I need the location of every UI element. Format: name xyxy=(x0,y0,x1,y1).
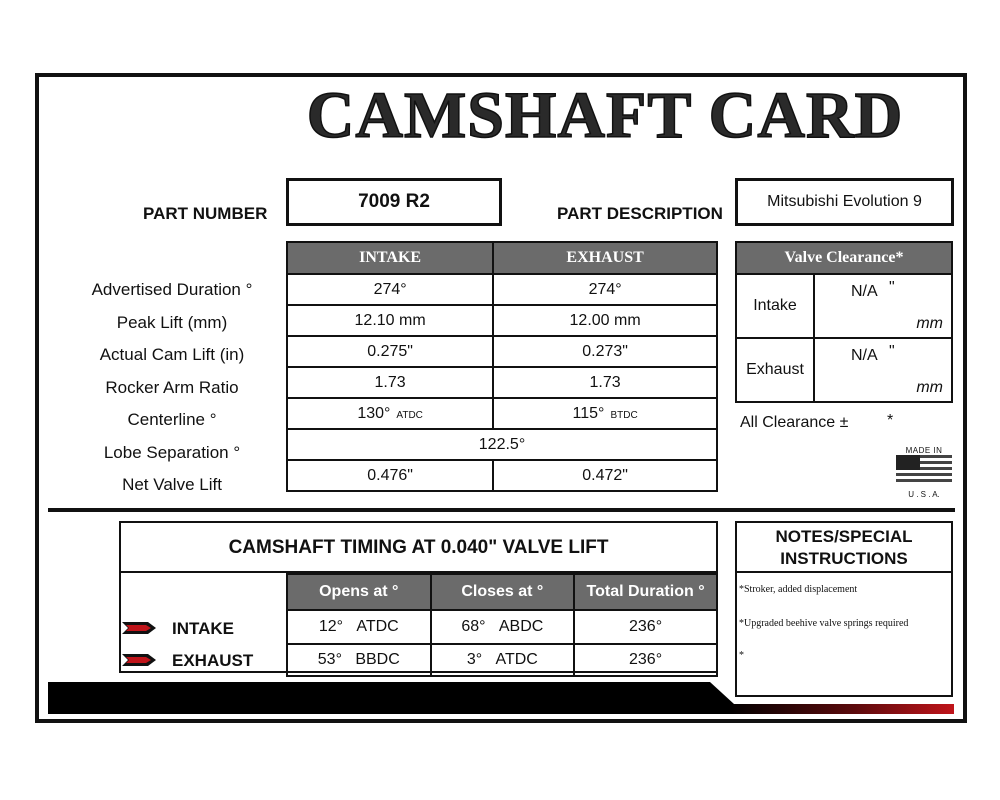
bottom-accent-bar xyxy=(48,682,954,714)
all-clearance-label: All Clearance ± xyxy=(740,414,849,431)
part-description-value: Mitsubishi Evolution 9 xyxy=(767,193,922,210)
centerline-intake-value: 130° xyxy=(357,404,391,422)
part-number-box xyxy=(286,178,502,226)
valve-clearance-intake-mark: " xyxy=(889,279,895,296)
valve-clearance-intake-cell xyxy=(814,274,952,338)
timing-label-intake: INTAKE xyxy=(172,619,235,638)
spec-cell: 0.273" xyxy=(493,336,717,367)
centerline-intake-suffix: ATDC xyxy=(396,409,423,421)
timing-header-total: Total Duration ° xyxy=(574,574,717,610)
valve-clearance-intake-value: N/A xyxy=(851,283,878,300)
exhaust-arrow-icon xyxy=(122,653,156,667)
timing-title: CAMSHAFT TIMING AT 0.040" VALVE LIFT xyxy=(121,523,716,573)
spec-label-rocker-arm-ratio: Rocker Arm Ratio xyxy=(105,377,239,397)
spec-cell: 0.275" xyxy=(287,336,493,367)
note-line: *Stroker, added displacement xyxy=(739,584,858,595)
spec-header-exhaust: EXHAUST xyxy=(493,242,717,274)
timing-cell-intake-opens: 12° ATDC xyxy=(287,610,431,644)
spec-row-labels xyxy=(62,274,282,502)
spec-cell: 274° xyxy=(287,274,493,305)
spec-header-intake: INTAKE xyxy=(287,242,493,274)
centerline-exhaust-value: 115° xyxy=(572,404,605,422)
timing-table xyxy=(286,573,718,677)
valve-clearance-exhaust-value: N/A xyxy=(851,347,878,364)
spec-cell: 12.10 mm xyxy=(287,305,493,336)
timing-header-opens: Opens at ° xyxy=(287,574,431,610)
notes-title-line1: NOTES/SPECIAL xyxy=(775,527,913,546)
spec-cell-centerline-intake xyxy=(287,398,493,429)
notes-title-line2: INSTRUCTIONS xyxy=(780,549,908,568)
spec-label-advertised-duration: Advertised Duration ° xyxy=(91,280,253,299)
part-description-box xyxy=(735,178,954,226)
us-flag-icon xyxy=(896,455,952,485)
valve-clearance-exhaust-cell xyxy=(814,338,952,402)
spec-label-lobe-separation: Lobe Separation ° xyxy=(103,442,241,462)
timing-cell-exhaust-total: 236° xyxy=(574,644,717,676)
timing-cell-exhaust-opens: 53° BBDC xyxy=(287,644,431,676)
spec-cell: 1.73 xyxy=(287,367,493,398)
notes-box xyxy=(735,521,953,697)
valve-clearance-intake-unit: mm xyxy=(916,315,943,332)
timing-cell-intake-total: 236° xyxy=(574,610,717,644)
valve-clearance-exhaust-unit: mm xyxy=(916,379,943,396)
spec-cell-lobe-separation: 122.5° xyxy=(287,429,717,460)
made-in-usa-badge xyxy=(895,446,953,499)
intake-arrow-icon xyxy=(122,621,156,635)
valve-clearance-exhaust-mark: " xyxy=(889,343,895,360)
timing-header-closes: Closes at ° xyxy=(431,574,575,610)
note-line: * xyxy=(739,650,744,661)
valve-clearance-exhaust-label: Exhaust xyxy=(736,338,814,402)
spec-cell: 1.73 xyxy=(493,367,717,398)
part-number-label: PART NUMBER xyxy=(143,204,268,223)
valve-clearance-table xyxy=(735,241,953,403)
valve-clearance-intake-label: Intake xyxy=(736,274,814,338)
spec-label-actual-cam-lift: Actual Cam Lift (in) xyxy=(99,345,245,364)
card-title: CAMSHAFT CARD xyxy=(306,79,904,152)
note-line: *Upgraded beehive valve springs required xyxy=(739,618,909,629)
spec-cell-centerline-exhaust xyxy=(493,398,717,429)
spec-label-centerline: Centerline ° xyxy=(127,410,217,429)
part-number-value: 7009 R2 xyxy=(358,191,430,212)
spec-label-net-valve-lift: Net Valve Lift xyxy=(122,475,222,494)
spec-cell: 0.472" xyxy=(493,460,717,491)
spec-cell: 12.00 mm xyxy=(493,305,717,336)
timing-label-exhaust: EXHAUST xyxy=(172,651,254,670)
spec-cell: 0.476" xyxy=(287,460,493,491)
section-divider xyxy=(48,508,955,512)
spec-label-peak-lift: Peak Lift (mm) xyxy=(116,312,228,332)
valve-clearance-header: Valve Clearance* xyxy=(736,242,952,274)
centerline-exhaust-suffix: BTDC xyxy=(610,409,638,421)
all-clearance-value: * xyxy=(887,412,894,429)
made-in-text: MADE IN xyxy=(905,446,943,455)
notes-title xyxy=(737,523,951,573)
spec-table xyxy=(286,241,718,492)
timing-cell-intake-closes: 68° ABDC xyxy=(431,610,575,644)
timing-cell-exhaust-closes: 3° ATDC xyxy=(431,644,575,676)
usa-text: U . S . A. xyxy=(908,490,940,499)
spec-cell: 274° xyxy=(493,274,717,305)
part-description-label: PART DESCRIPTION xyxy=(557,204,723,223)
